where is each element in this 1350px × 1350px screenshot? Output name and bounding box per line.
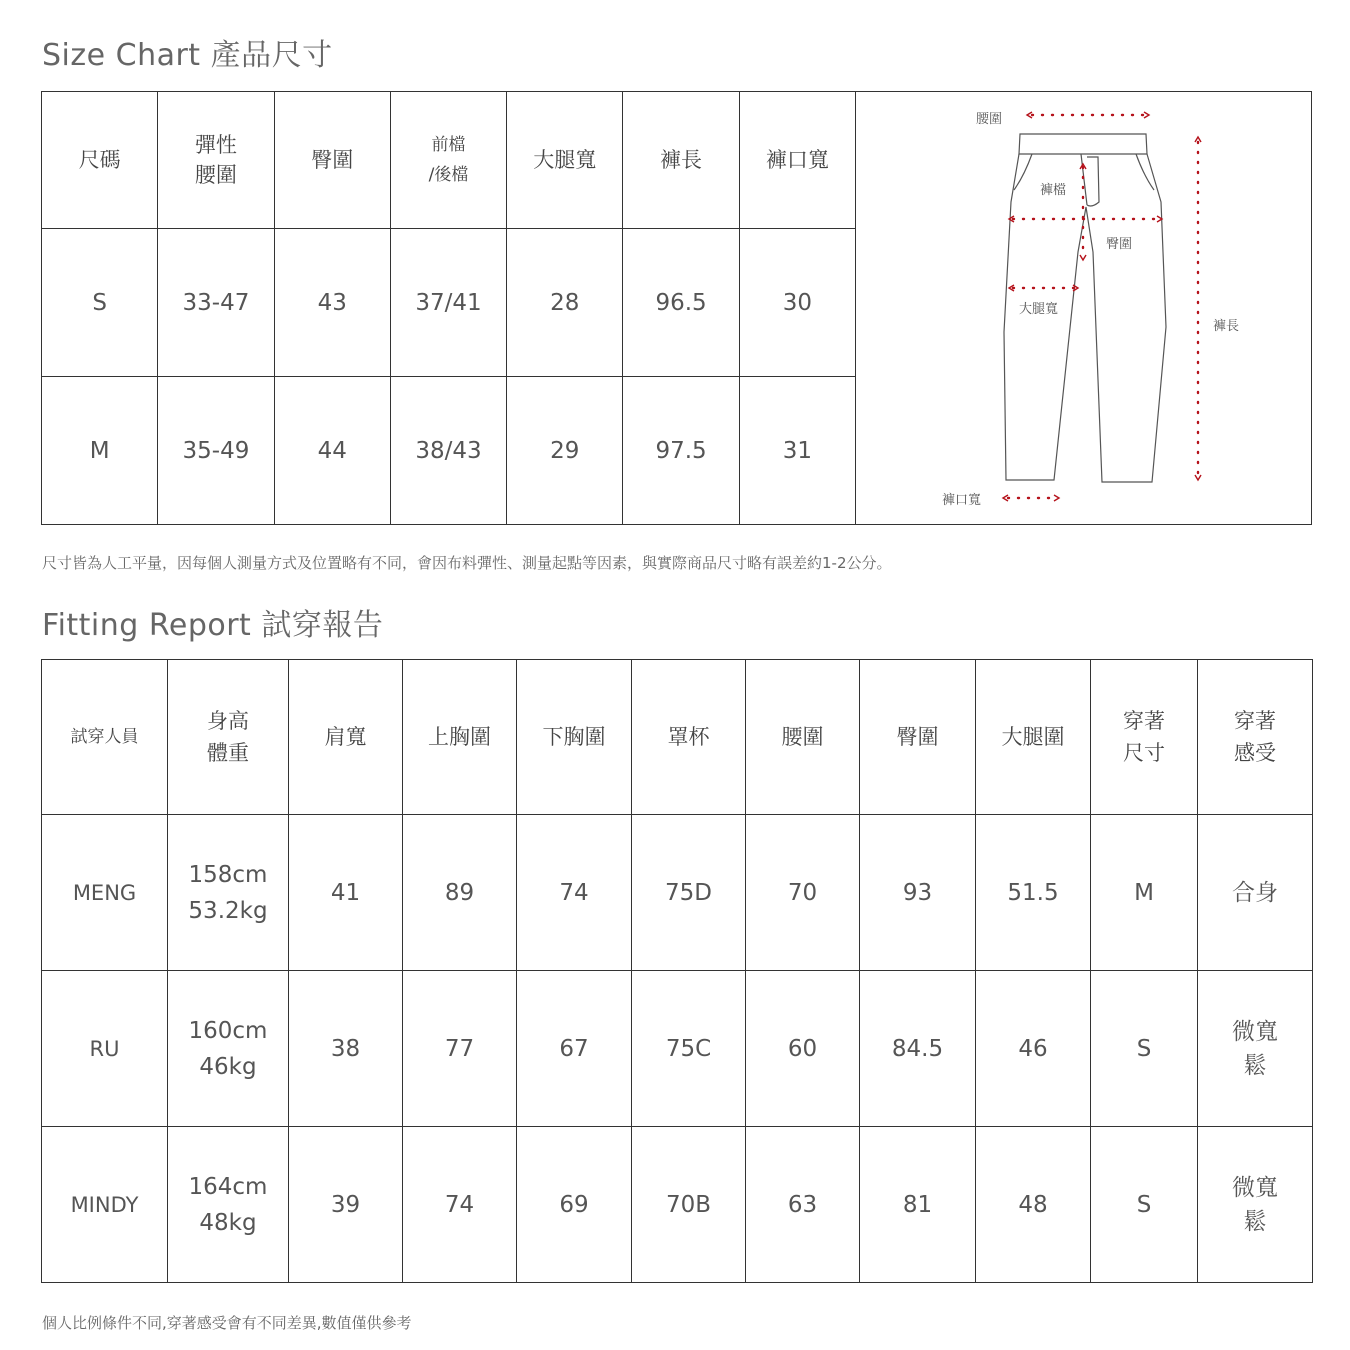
cell-feel-line-2: 鬆 [1243,1052,1267,1079]
cell-height-weight [168,1127,289,1283]
header-under-bust [517,660,632,815]
header-tester [42,660,168,815]
header-rise-line-1: 前檔 [431,135,466,155]
cell-worn-size: M [1091,815,1198,971]
cell-feel [1198,815,1313,971]
header-length [623,92,739,229]
cell-thigh: 29 [507,377,623,525]
cell-cup: 75C [632,971,746,1127]
pants-fly-detail [1087,157,1099,206]
cell-shoulder: 38 [289,971,403,1127]
size-chart-header-row [42,92,856,229]
cell-thigh: 48 [976,1127,1091,1283]
size-chart-title: Size Chart 產品尺寸 [42,38,333,73]
fitting-row-meng [42,815,1313,971]
cell-feel [1198,1127,1313,1283]
cell-hip: 44 [274,377,390,525]
header-worn-size-line-1: 穿著 [1123,709,1165,733]
cell-under-bust: 74 [517,815,632,971]
diagram-label-waist: 腰圍 [976,112,1003,127]
header-thigh-line-1: 大腿寬 [533,148,597,172]
header-cup-line-1: 罩杯 [667,725,710,749]
cell-feel-line-1: 合身 [1232,879,1278,906]
cell-thigh: 28 [507,229,623,377]
header-hip-line-1: 臀圍 [896,725,939,749]
header-waist [746,660,860,815]
size-chart-note: 尺寸皆為人工平量，因每個人測量方式及位置略有不同，會因布料彈性、測量起點等因素，與實際商品尺寸略有誤差約1-2公分。 [42,554,892,572]
cell-weight: 46kg [199,1053,257,1080]
header-shoulder-line-1: 肩寬 [324,725,367,749]
header-waist-line-1: 腰圍 [781,725,824,749]
fitting-report-header-row [42,660,1313,815]
cell-tester: MENG [42,815,168,971]
cell-upper-bust: 77 [403,971,517,1127]
header-elastic-waist-line-1: 彈性 [194,133,237,157]
header-height-weight-line-1: 身高 [207,709,249,733]
diagram-label-hip: 臀圍 [1106,237,1133,252]
fitting-report-title: Fitting Report 試穿報告 [42,608,384,643]
cell-tester: RU [42,971,168,1127]
header-worn-size [1091,660,1198,815]
cell-feel-line-1: 微寬 [1232,1174,1278,1201]
cell-weight: 48kg [199,1209,257,1236]
header-hem [739,92,855,229]
header-feel [1198,660,1313,815]
cell-upper-bust: 74 [403,1127,517,1283]
header-under-bust-line-1: 下胸圍 [542,725,606,749]
cell-hip: 93 [860,815,976,971]
cell-under-bust: 67 [517,971,632,1127]
header-height-weight [168,660,289,815]
header-hem-line-1: 褲口寬 [765,148,829,172]
cell-thigh: 46 [976,971,1091,1127]
fitting-report-note: 個人比例條件不同,穿著感受會有不同差異,數值僅供參考 [42,1314,412,1332]
cell-hip: 84.5 [860,971,976,1127]
cell-tester: MINDY [42,1127,168,1283]
cell-waist: 70 [746,815,860,971]
cell-hip: 81 [860,1127,976,1283]
header-shoulder [289,660,403,815]
cell-worn-size: S [1091,1127,1198,1283]
pants-left-pocket [1014,154,1032,190]
header-worn-size-line-2: 尺寸 [1123,741,1165,765]
header-elastic-waist-line-2: 腰圍 [194,163,237,187]
cell-elastic-waist: 35-49 [158,377,274,525]
cell-upper-bust: 89 [403,815,517,971]
header-hip-line-1: 臀圍 [311,148,354,172]
pants-measurement-diagram [856,91,1312,525]
header-height-weight-line-2: 體重 [207,741,249,765]
cell-waist: 63 [746,1127,860,1283]
fitting-row-ru [42,971,1313,1127]
cell-shoulder: 41 [289,815,403,971]
header-tester-line-1: 試穿人員 [70,727,139,747]
hem-arrow-right-icon [1054,495,1059,501]
cell-rise: 37/41 [390,229,506,377]
header-thigh [976,660,1091,815]
rise-arrow-down-icon [1080,255,1086,260]
cell-hip: 43 [274,229,390,377]
fitting-row-mindy [42,1127,1313,1283]
header-rise-line-2: /後檔 [428,165,469,185]
cell-height: 160cm [188,1017,268,1044]
cell-height: 158cm [188,861,268,888]
header-length-line-1: 褲長 [660,148,703,172]
header-thigh [507,92,623,229]
header-thigh-line-1: 大腿圍 [1001,725,1065,749]
cell-height-weight [168,815,289,971]
cell-feel-line-1: 微寬 [1232,1018,1278,1045]
cell-cup: 70B [632,1127,746,1283]
cell-size: S [42,229,158,377]
cell-worn-size: S [1091,971,1198,1127]
cell-height-weight [168,971,289,1127]
cell-thigh: 51.5 [976,815,1091,971]
size-chart-row-s [42,229,856,377]
size-chart-row-m [42,377,856,525]
cell-waist: 60 [746,971,860,1127]
diagram-label-thigh: 大腿寬 [1019,302,1059,317]
pants-waistband [1019,134,1147,154]
length-arrow-down-icon [1195,475,1201,480]
cell-rise: 38/43 [390,377,506,525]
pants-legs [1004,154,1166,482]
header-feel-line-1: 穿著 [1234,709,1276,733]
header-upper-bust [403,660,517,815]
diagram-label-hem: 褲口寬 [942,493,982,508]
header-rise [390,92,506,229]
size-chart-table [41,91,856,525]
cell-weight: 53.2kg [188,897,268,924]
cell-hem: 31 [739,377,855,525]
waist-arrow-right-icon [1144,112,1149,118]
header-hip [860,660,976,815]
cell-feel-line-2: 鬆 [1243,1208,1267,1235]
header-elastic-waist [158,92,274,229]
header-size [42,92,158,229]
header-upper-bust-line-1: 上胸圍 [428,725,491,749]
header-cup [632,660,746,815]
cell-feel [1198,971,1313,1127]
cell-elastic-waist: 33-47 [158,229,274,377]
header-size-line-1: 尺碼 [78,148,121,172]
fitting-report-table [41,659,1313,1283]
cell-size: M [42,377,158,525]
cell-height: 164cm [188,1173,268,1200]
header-feel-line-2: 感受 [1234,741,1276,765]
pants-illustration [856,92,1312,526]
cell-under-bust: 69 [517,1127,632,1283]
cell-cup: 75D [632,815,746,971]
cell-length: 96.5 [623,229,739,377]
diagram-label-rise: 褲檔 [1040,183,1067,198]
pants-right-pocket [1136,154,1154,190]
cell-shoulder: 39 [289,1127,403,1283]
cell-length: 97.5 [623,377,739,525]
header-hip [274,92,390,229]
diagram-label-length: 褲長 [1213,319,1240,334]
cell-hem: 30 [739,229,855,377]
